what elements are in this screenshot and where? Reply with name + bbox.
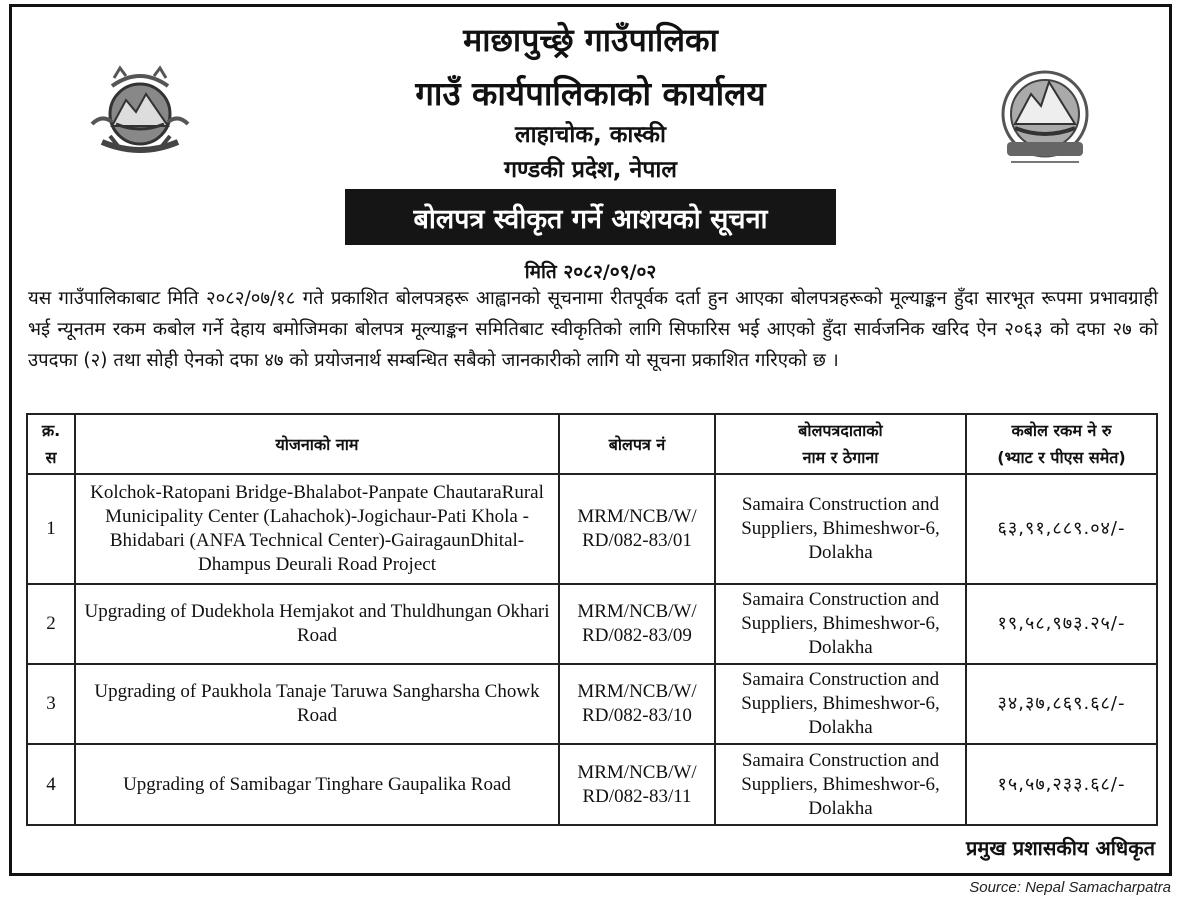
row-amount: ६३,९१,८८९.०४/- — [966, 474, 1157, 584]
office-province: गण्डकी प्रदेश, नेपाल — [504, 157, 677, 183]
row-bid-number — [559, 744, 715, 825]
header-project: योजनाको नाम — [75, 414, 559, 474]
row-project: Upgrading of Paukhola Tanaje Taruwa Sangharsha Chowk Road — [75, 664, 559, 744]
row-serial: 2 — [27, 584, 75, 664]
table-row — [27, 664, 1157, 744]
header-bidder-line2: नाम र ठेगाना — [802, 448, 879, 467]
row-project: Upgrading of Dudekhola Hemjakot and Thuldhungan Okhari Road — [75, 584, 559, 664]
row-amount: ३४,३७,८६९.६८/- — [966, 664, 1157, 744]
header-serial-line1: क्र. — [41, 421, 61, 440]
notice-title: बोलपत्र स्वीकृत गर्ने आशयको सूचना — [413, 203, 768, 235]
header-serial — [27, 414, 75, 474]
row-bid-number-line2: RD/082-83/09 — [582, 625, 692, 646]
header-bidder — [715, 414, 966, 474]
row-bid-number-line1: MRM/NCB/W/ — [577, 761, 697, 783]
row-bid-number-line2: RD/082-83/11 — [582, 785, 692, 807]
row-serial: 4 — [27, 744, 75, 825]
bid-table — [26, 413, 1158, 826]
notice-body: यस गाउँपालिकाबाट मिति २०८२/०७/१८ गते प्रकाशित बोलपत्रहरू आह्वानको सूचनामा रीतपूर्वक दर्ता हुन आएका बोलपत्रहरूको मूल्याङ्कन हुँदा सारभूत रूपमा प्रभावग्राही भई न्यूनतम रकम कबोल गर्ने देहाय बमोजिमका बोलपत्र मूल्याङ्कन समितिबाट स्वीकृतिको लागि सिफारिस भई आएको हुँदा सार्वजनिक खरिद ऐन २०६३ को दफा २७ को उपदफा (२) तथा सोही ऐनको दफा ४७ को प्रयोजनार्थ सम्बन्धित सबैको जानकारीको लागि यो सूचना प्रकाशित गरिएको छ । — [28, 288, 1158, 371]
row-bidder: Samaira Construction and Suppliers, Bhimeshwor-6, Dolakha — [715, 474, 966, 584]
row-project: Upgrading of Samibagar Tinghare Gaupalika Road — [75, 744, 559, 825]
header-amount-line2: (भ्याट र पीएस समेत) — [997, 448, 1126, 467]
row-bid-number-line1: MRM/NCB/W/ — [577, 681, 697, 702]
header-amount — [966, 414, 1157, 474]
row-bid-number — [559, 474, 715, 584]
office-location: लाहाचोक, कास्की — [515, 122, 666, 148]
table-row — [27, 474, 1157, 584]
municipality-name: माछापुच्छ्रे गाउँपालिका — [463, 21, 718, 59]
notice-title-banner — [345, 189, 836, 245]
header-bidder-line1: बोलपत्रदाताको — [798, 421, 883, 440]
header-bid-number: बोलपत्र नं — [559, 414, 715, 474]
row-amount: १९,५८,९७३.२५/- — [966, 584, 1157, 664]
row-serial: 3 — [27, 664, 75, 744]
header-amount-line1: कबोल रकम ने रु — [1011, 421, 1112, 440]
row-project: Kolchok-Ratopani Bridge-Bhalabot-Panpate ChautaraRural Municipality Center (Lahachok)-Jogichaur-Pati Khola -Bhidabari (ANFA Technical Center)-GairagaunDhital- Dhampus Deurali Road Project — [75, 474, 559, 584]
row-bidder: Samaira Construction and Suppliers, Bhimeshwor-6, Dolakha — [715, 664, 966, 744]
row-amount: १५,५७,२३३.६८/- — [966, 744, 1157, 825]
row-bid-number — [559, 664, 715, 744]
header-serial-line2: स — [45, 448, 57, 467]
row-bid-number-line1: MRM/NCB/W/ — [577, 601, 697, 622]
source-credit: Source: Nepal Samacharpatra — [969, 879, 1171, 896]
row-serial: 1 — [27, 474, 75, 584]
row-bid-number — [559, 584, 715, 664]
row-bidder: Samaira Construction and Suppliers, Bhimeshwor-6, Dolakha — [715, 584, 966, 664]
table-row — [27, 584, 1157, 664]
row-bid-number-line2: RD/082-83/10 — [582, 705, 692, 726]
table-row — [27, 744, 1157, 825]
office-name: गाउँ कार्यपालिकाको कार्यालय — [415, 74, 766, 113]
signature-title: प्रमुख प्रशासकीय अधिकृत — [966, 836, 1155, 860]
notice-date: मिति २०८२/०९/०२ — [524, 261, 657, 283]
row-bid-number-line1: MRM/NCB/W/ — [577, 506, 697, 527]
table-header-row — [27, 414, 1157, 474]
row-bidder: Samaira Construction and Suppliers, Bhimeshwor-6, Dolakha — [715, 744, 966, 825]
row-bid-number-line2: RD/082-83/01 — [582, 530, 692, 551]
